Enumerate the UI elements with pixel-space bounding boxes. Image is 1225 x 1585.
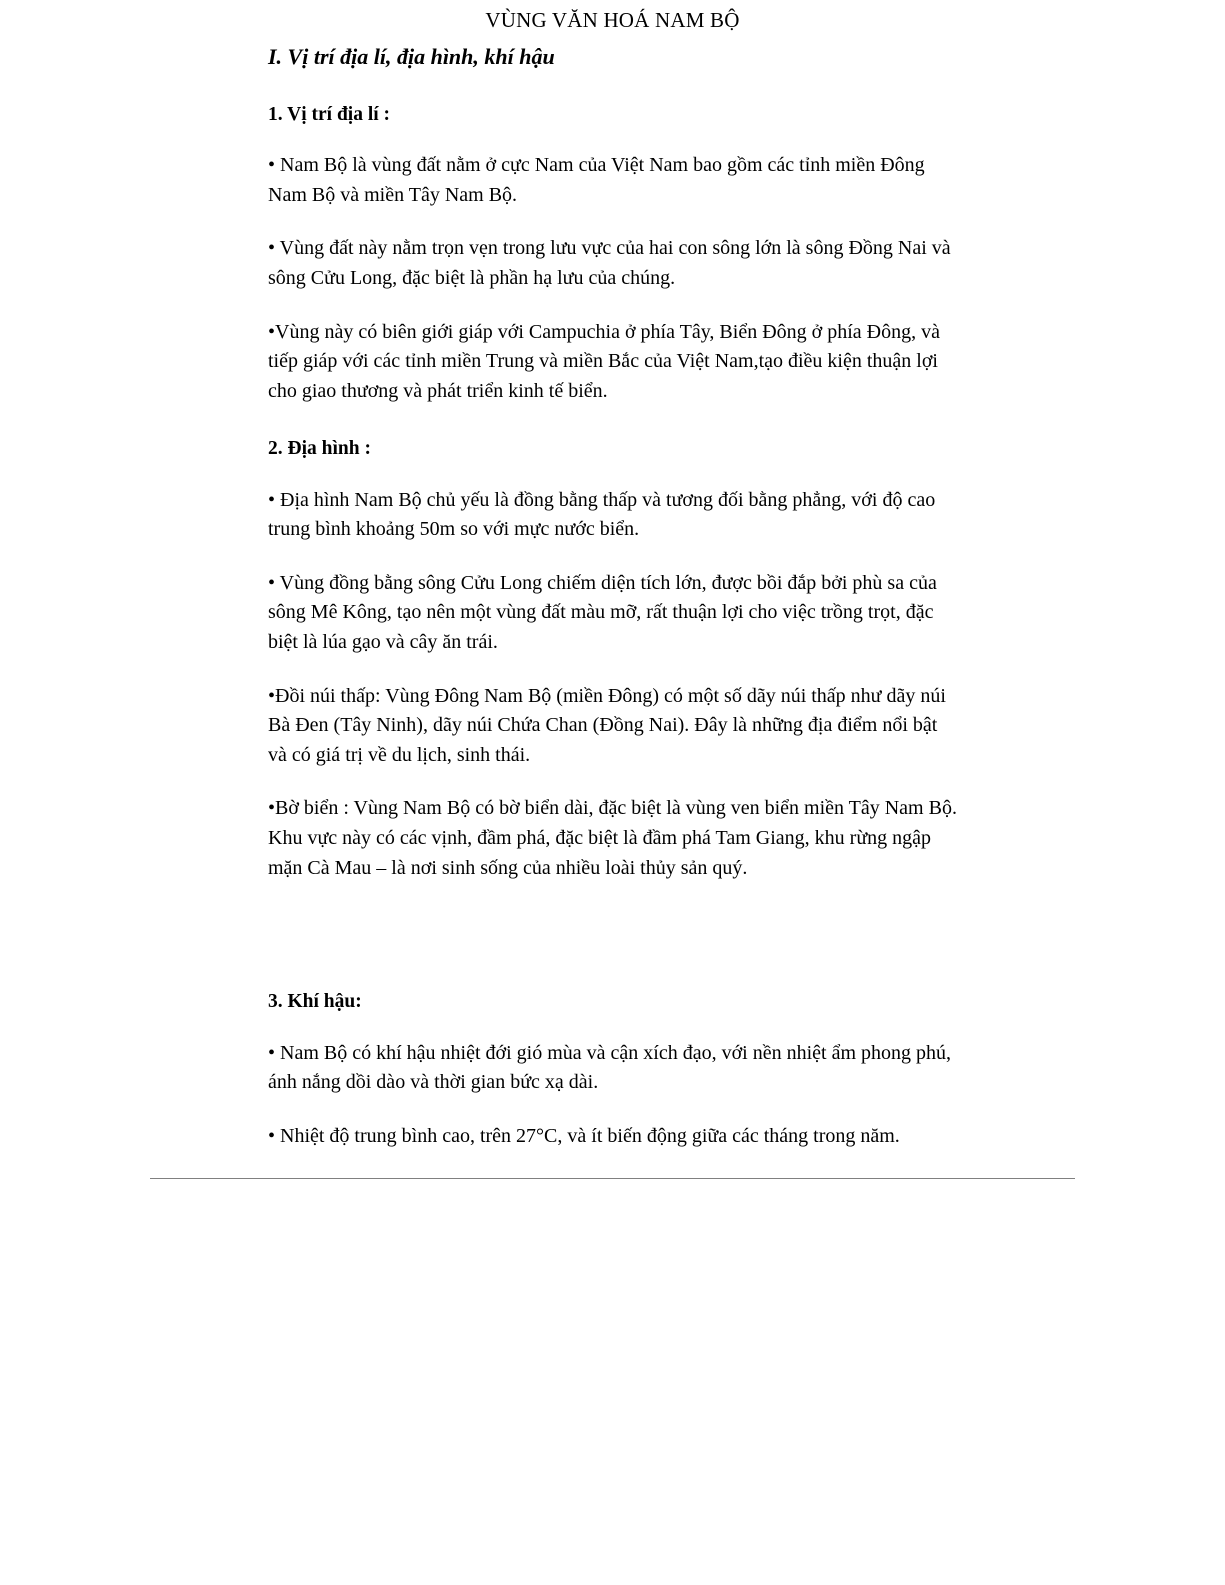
subsection-heading-1: 1. Vị trí địa lí :: [268, 103, 391, 125]
footer-divider: [150, 1178, 1075, 1179]
paragraph: •Bờ biển : Vùng Nam Bộ có bờ biển dài, đặc biệt là vùng ven biển miền Tây Nam Bộ. Khu vực này có các vịnh, đầm phá, đặc biệt là đầm phá Tam Giang, khu rừng ngập mặn Cà Mau – là nơi sinh sống của nhiều loài thủy sản quý.: [268, 797, 957, 879]
paragraph: • Nam Bộ có khí hậu nhiệt đới gió mùa và cận xích đạo, với nền nhiệt ẩm phong phú, ánh nắng dồi dào và thời gian bức xạ dài.: [268, 1041, 952, 1094]
section-spacer: [268, 883, 960, 959]
paragraph: • Vùng đất này nằm trọn vẹn trong lưu vực của hai con sông lớn là sông Đồng Nai và sông Cửu Long, đặc biệt là phần hạ lưu của chúng.: [268, 237, 951, 289]
paragraph: • Nhiệt độ trung bình cao, trên 27°C, và ít biến động giữa các tháng trong năm.: [268, 1124, 900, 1147]
paragraph: • Vùng đồng bằng sông Cửu Long chiếm diện tích lớn, được bồi đắp bởi phù sa của sông Mê Kông, tạo nên một vùng đất màu mỡ, rất thuận lợi cho việc trồng trọt, đặc biệt là lúa gạo và cây ăn trái.: [268, 571, 937, 653]
paragraph: •Vùng này có biên giới giáp với Campuchia ở phía Tây, Biển Đông ở phía Đông, và tiếp giáp với các tỉnh miền Trung và miền Bắc của Việt Nam,tạo điều kiện thuận lợi cho giao thương và phát triển kinh tế biển.: [268, 320, 940, 402]
section-heading: I. Vị trí địa lí, địa hình, khí hậu: [268, 44, 555, 70]
document-body: [268, 43, 960, 1151]
paragraph: • Địa hình Nam Bộ chủ yếu là đồng bằng thấp và tương đối bằng phẳng, với độ cao trung bình khoảng 50m so với mực nước biển.: [268, 488, 936, 541]
subsection-heading-2: 2. Địa hình :: [268, 438, 371, 460]
paragraph: •Đồi núi thấp: Vùng Đông Nam Bộ (miền Đông) có một số dãy núi thấp như dãy núi Bà Đen (Tây Ninh), dãy núi Chứa Chan (Đồng Nai). Đây là những địa điểm nổi bật và có giá trị về du lịch, sinh thái.: [268, 684, 946, 766]
subsection-heading-3: 3. Khí hậu:: [268, 991, 362, 1013]
paragraph: • Nam Bộ là vùng đất nằm ở cực Nam của Việt Nam bao gồm các tỉnh miền Đông Nam Bộ và miền Tây Nam Bộ.: [268, 154, 925, 206]
document-title: VÙNG VĂN HOÁ NAM BỘ: [485, 8, 740, 32]
